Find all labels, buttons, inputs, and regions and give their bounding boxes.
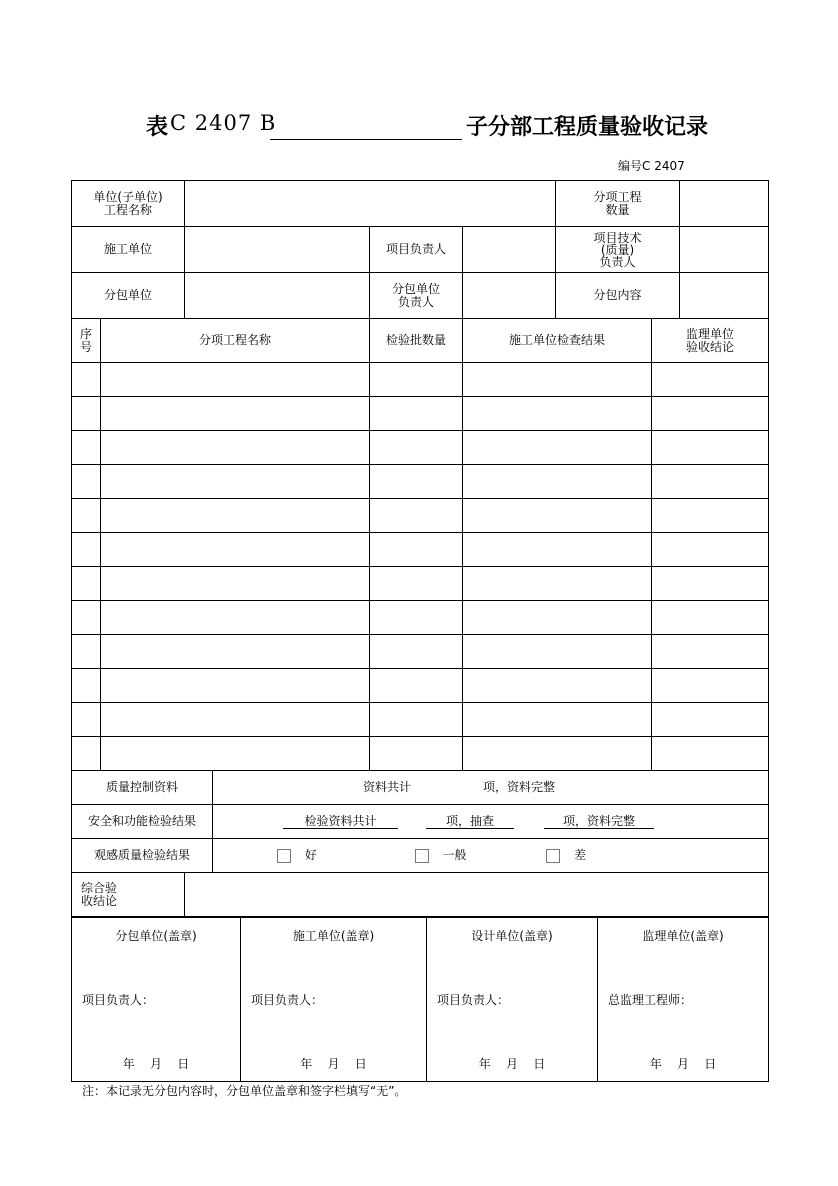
name-cell[interactable] xyxy=(101,363,370,397)
seq-cell[interactable] xyxy=(72,669,101,703)
constructor-field[interactable] xyxy=(185,227,370,273)
check-cell[interactable] xyxy=(463,703,652,737)
signature-supervisor[interactable] xyxy=(598,918,769,1082)
supervisor-cell[interactable] xyxy=(652,737,769,771)
check-cell[interactable] xyxy=(463,737,652,771)
col-name-header: 分项工程名称 xyxy=(101,319,370,363)
title-prefix: 表 xyxy=(146,115,169,140)
check-cell[interactable] xyxy=(463,635,652,669)
batch-cell[interactable] xyxy=(370,397,463,431)
table-row xyxy=(72,499,769,533)
supervisor-cell[interactable] xyxy=(652,465,769,499)
title-blank-line[interactable] xyxy=(270,139,462,140)
sub-content-label: 分包内容 xyxy=(556,273,680,319)
appearance-option-poor[interactable]: 差 xyxy=(546,848,586,862)
batch-cell[interactable] xyxy=(370,431,463,465)
name-cell[interactable] xyxy=(101,601,370,635)
sub-content-field[interactable] xyxy=(680,273,769,319)
safety-field[interactable] xyxy=(213,805,769,839)
supervisor-cell[interactable] xyxy=(652,431,769,465)
signature-constructor[interactable] xyxy=(241,918,427,1082)
name-cell[interactable] xyxy=(101,397,370,431)
name-cell[interactable] xyxy=(101,669,370,703)
appearance-option-good[interactable]: 好 xyxy=(277,848,317,862)
subitem-count-field[interactable] xyxy=(680,181,769,227)
name-cell[interactable] xyxy=(101,703,370,737)
sub-pm-field[interactable] xyxy=(463,273,556,319)
supervisor-cell[interactable] xyxy=(652,397,769,431)
table-row xyxy=(72,567,769,601)
batch-cell[interactable] xyxy=(370,601,463,635)
table-row xyxy=(72,601,769,635)
supervisor-cell[interactable] xyxy=(652,703,769,737)
seq-cell[interactable] xyxy=(72,635,101,669)
batch-cell[interactable] xyxy=(370,567,463,601)
signature-designer[interactable] xyxy=(427,918,598,1082)
quality-docs-field[interactable] xyxy=(213,771,769,805)
quality-docs-label: 质量控制资料 xyxy=(72,771,213,805)
check-cell[interactable] xyxy=(463,465,652,499)
safety-label: 安全和功能检验结果 xyxy=(72,805,213,839)
signature-person: 项目负责人： xyxy=(251,993,324,1007)
col-seq-header: 序 号 xyxy=(72,319,101,363)
supervisor-cell[interactable] xyxy=(652,601,769,635)
checkbox-icon[interactable] xyxy=(546,849,560,863)
sub-pm-label: 分包单位 负责人 xyxy=(370,273,463,319)
unit-name-label: 单位(子单位) 工程名称 xyxy=(72,181,185,227)
table-row xyxy=(72,703,769,737)
signature-heading: 设计单位(盖章) xyxy=(471,929,553,943)
batch-cell[interactable] xyxy=(370,703,463,737)
supervisor-cell[interactable] xyxy=(652,499,769,533)
check-cell[interactable] xyxy=(463,397,652,431)
check-cell[interactable] xyxy=(463,363,652,397)
signature-heading: 监理单位(盖章) xyxy=(642,929,724,943)
safety-sample-text: 项，抽查 xyxy=(426,815,514,829)
acceptance-form xyxy=(71,180,769,917)
appearance-label: 观感质量检验结果 xyxy=(72,839,213,873)
signature-heading: 施工单位(盖章) xyxy=(292,929,375,943)
supervisor-cell[interactable] xyxy=(652,363,769,397)
check-cell[interactable] xyxy=(463,567,652,601)
seq-cell[interactable] xyxy=(72,533,101,567)
signature-date: 年 月 日 xyxy=(300,1057,367,1071)
seq-cell[interactable] xyxy=(72,363,101,397)
signature-date: 年 月 日 xyxy=(478,1057,546,1071)
subcontractor-label: 分包单位 xyxy=(72,273,185,319)
signature-date: 年 月 日 xyxy=(122,1057,190,1071)
batch-cell[interactable] xyxy=(370,635,463,669)
name-cell[interactable] xyxy=(101,431,370,465)
batch-cell[interactable] xyxy=(370,363,463,397)
batch-cell[interactable] xyxy=(370,499,463,533)
checkbox-icon[interactable] xyxy=(277,849,291,863)
subcontractor-field[interactable] xyxy=(185,273,370,319)
signature-table xyxy=(71,917,769,1082)
supervisor-cell[interactable] xyxy=(652,533,769,567)
batch-cell[interactable] xyxy=(370,669,463,703)
col-check-header: 施工单位检查结果 xyxy=(463,319,652,363)
check-cell[interactable] xyxy=(463,499,652,533)
table-row xyxy=(72,465,769,499)
table-row xyxy=(72,635,769,669)
name-cell[interactable] xyxy=(101,533,370,567)
unit-name-field[interactable] xyxy=(185,181,556,227)
seq-cell[interactable] xyxy=(72,703,101,737)
pm-field[interactable] xyxy=(463,227,556,273)
col-batch-header: 检验批数量 xyxy=(370,319,463,363)
signature-person: 总监理工程师： xyxy=(608,993,693,1007)
quality-docs-complete-text: 项，资料完整 xyxy=(483,780,556,794)
check-cell[interactable] xyxy=(463,601,652,635)
safety-complete-text: 项，资料完整 xyxy=(544,815,654,829)
subitem-count-label: 分项工程 数量 xyxy=(556,181,680,227)
seq-cell[interactable] xyxy=(72,601,101,635)
name-cell[interactable] xyxy=(101,567,370,601)
check-cell[interactable] xyxy=(463,669,652,703)
table-row xyxy=(72,669,769,703)
seq-cell[interactable] xyxy=(72,567,101,601)
batch-cell[interactable] xyxy=(370,465,463,499)
conclusion-field[interactable] xyxy=(185,873,769,917)
table-row xyxy=(72,737,769,771)
table-row xyxy=(72,431,769,465)
table-row xyxy=(72,533,769,567)
footnote: 注：本记录无分包内容时，分包单位盖章和签字栏填写“无”。 xyxy=(82,1084,407,1098)
tech-lead-field[interactable] xyxy=(680,227,769,273)
seq-cell[interactable] xyxy=(72,499,101,533)
signature-heading: 分包单位(盖章) xyxy=(115,929,197,943)
seq-cell[interactable] xyxy=(72,737,101,771)
title-code: C 2407 B xyxy=(170,111,277,135)
pm-label: 项目负责人 xyxy=(370,227,463,273)
check-cell[interactable] xyxy=(463,431,652,465)
signature-subcontractor[interactable] xyxy=(72,918,241,1082)
name-cell[interactable] xyxy=(101,465,370,499)
seq-cell[interactable] xyxy=(72,431,101,465)
batch-cell[interactable] xyxy=(370,737,463,771)
col-supervisor-header: 监理单位 验收结论 xyxy=(652,319,769,363)
supervisor-cell[interactable] xyxy=(652,669,769,703)
supervisor-cell[interactable] xyxy=(652,635,769,669)
quality-docs-total-text: 资料共计 xyxy=(363,780,412,794)
check-cell[interactable] xyxy=(463,533,652,567)
checkbox-icon[interactable] xyxy=(415,849,429,863)
table-row xyxy=(72,363,769,397)
seq-cell[interactable] xyxy=(72,465,101,499)
name-cell[interactable] xyxy=(101,635,370,669)
name-cell[interactable] xyxy=(101,499,370,533)
signature-person: 项目负责人： xyxy=(82,993,155,1007)
name-cell[interactable] xyxy=(101,737,370,771)
table-row xyxy=(72,397,769,431)
title-suffix: 子分部工程质量验收记录 xyxy=(466,115,709,140)
batch-cell[interactable] xyxy=(370,533,463,567)
seq-cell[interactable] xyxy=(72,397,101,431)
tech-lead-label: 项目技术 (质量) 负责人 xyxy=(556,227,680,273)
constructor-label: 施工单位 xyxy=(72,227,185,273)
conclusion-label: 综合验 收结论 xyxy=(72,873,185,917)
signature-date: 年 月 日 xyxy=(649,1057,717,1071)
supervisor-cell[interactable] xyxy=(652,567,769,601)
signature-person: 项目负责人： xyxy=(437,993,510,1007)
appearance-option-average[interactable]: 一般 xyxy=(415,848,467,862)
safety-total-text: 检验资料共计 xyxy=(283,815,398,829)
serial-number: 编号C 2407 xyxy=(618,159,685,173)
appearance-field xyxy=(213,839,769,873)
